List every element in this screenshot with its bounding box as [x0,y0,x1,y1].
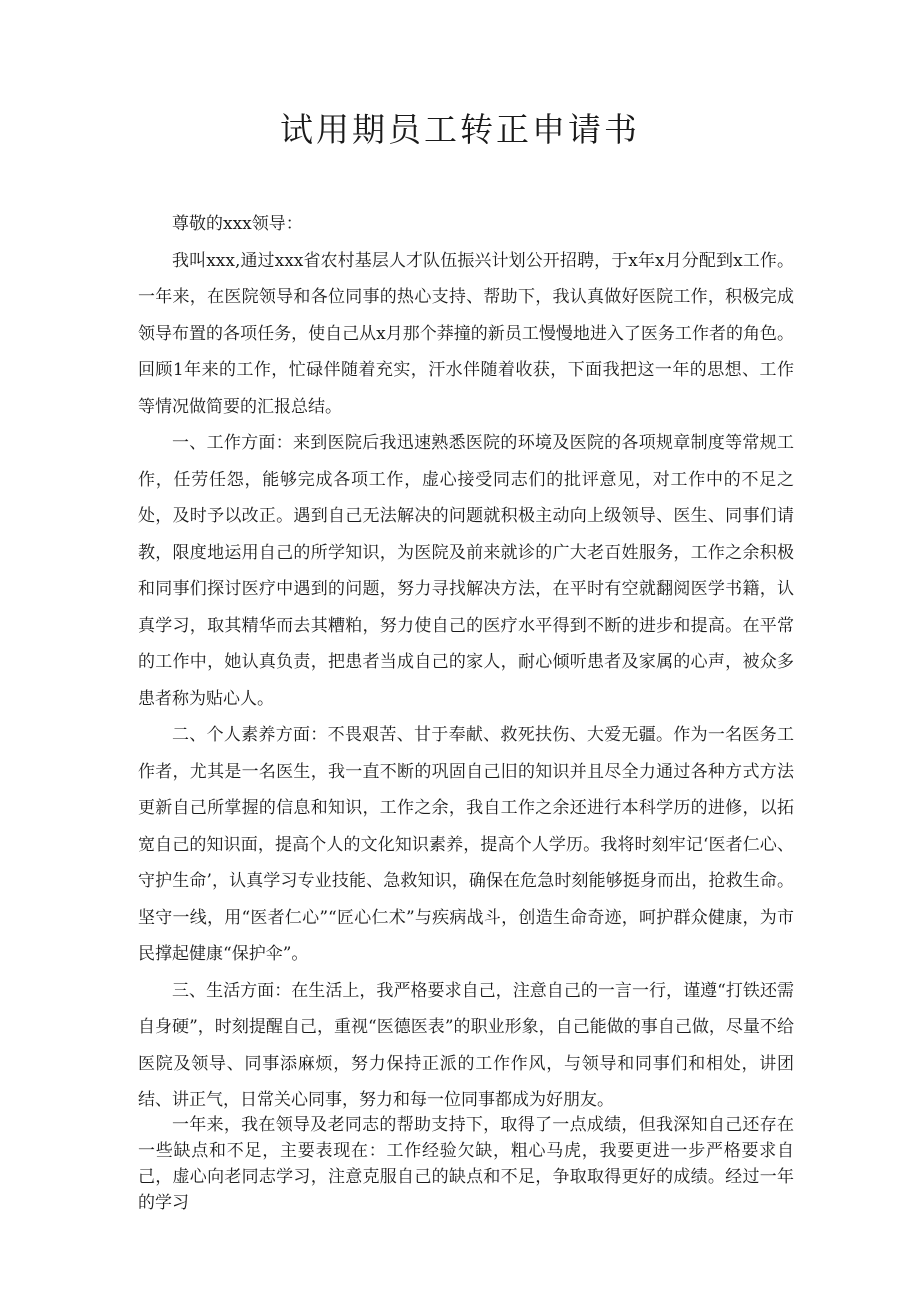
paragraph-intro: 我叫xxx,通过xxx省农村基层人才队伍振兴计划公开招聘，于x年x月分配到x工作。一年来，在医院领导和各位同事的热心支持、帮助下，我认真做好医院工作，积极完成领导布置的各项任务，使自己从x月那个莽撞的新员工慢慢地进入了医务工作者的角色。回顾1年来的工作，忙碌伴随着充实，汗水伴随着收获，下面我把这一年的思想、工作等情况做简要的汇报总结。 [138,250,794,417]
paragraph-closing: 一年来，我在领导及老同志的帮助支持下，取得了一点成绩，但我深知自己还存在一些缺点和不足，主要表现在：工作经验欠缺，粗心马虎，我要更进一步严格要求自己，虚心向老同志学习，注意克服自己的缺点和不足，争取取得更好的成绩。经过一年的学习 [138,1115,794,1213]
document-body [138,210,794,1213]
salutation: 尊敬的xxx领导： [172,214,303,234]
document-title: 试用期员工转正申请书 [280,110,640,149]
paragraph-work: 一、工作方面：来到医院后我迅速熟悉医院的环境及医院的各项规章制度等常规工作，任劳任怨，能够完成各项工作，虚心接受同志们的批评意见，对工作中的不足之处，及时予以改正。遇到自己无法解决的问题就积极主动向上级领导、医生、同事们请教，限度地运用自己的所学知识，为医院及前来就诊的广大老百姓服务，工作之余积极和同事们探讨医疗中遇到的问题，努力寻找解决方法，在平时有空就翻阅医学书籍，认真学习，取其精华而去其糟粕，努力使自己的医疗水平得到不断的进步和提高。在平常的工作中，她认真负责，把患者当成自己的家人，耐心倾听患者及家属的心声，被众多患者称为贴心人。 [138,433,794,709]
paragraph-life: 三、生活方面：在生活上，我严格要求自己，注意自己的一言一行，谨遵“打铁还需自身硬”，时刻提醒自己，重视“医德医表”的职业形象，自己能做的事自己做，尽量不给医院及领导、同事添麻烦，努力保持正派的工作作风，与领导和同事们和相处，讲团结、讲正气，日常关心同事，努力和每一位同事都成为好朋友。 [138,980,794,1110]
paragraph-personal: 二、个人素养方面：不畏艰苦、甘于奉献、救死扶伤、大爱无疆。作为一名医务工作者，尤其是一名医生，我一直不断的巩固自己旧的知识并且尽全力通过各种方式方法更新自己所掌握的信息和知识，工作之余，我自工作之余还进行本科学历的进修，以拓宽自己的知识面，提高个人的文化知识素养，提高个人学历。我将时刻牢记‘医者仁心、守护生命’，认真学习专业技能、急救知识，确保在危急时刻能够挺身而出，抢救生命。坚守一线，用“医者仁心”“匠心仁术”与疾病战斗，创造生命奇迹，呵护群众健康，为市民撑起健康“保护伞”。 [138,725,794,964]
